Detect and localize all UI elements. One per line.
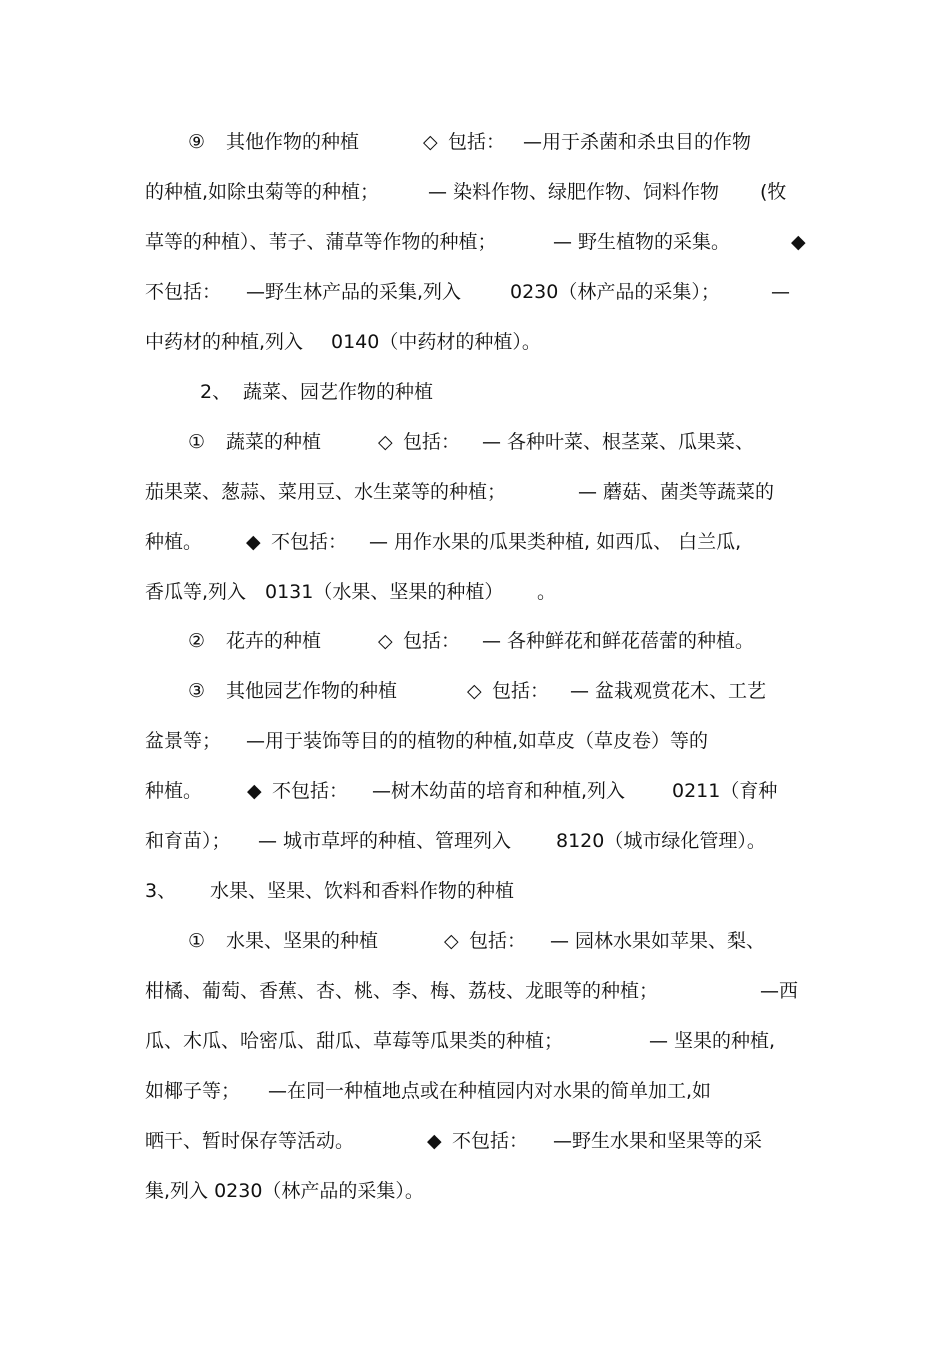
text-segment: 草等的种植）、苇子、蒲草等作物的种植；	[145, 231, 497, 253]
text-segment: —	[771, 281, 790, 303]
text-line-13	[0, 726, 950, 756]
hollow-diamond-icon: ◇	[378, 630, 393, 652]
circled-number-1: ①	[188, 930, 206, 952]
includes-label: 包括：	[403, 630, 461, 652]
text-segment: — 染料作物、绿肥作物、饲料作物	[428, 181, 720, 203]
text-segment: — 坚果的种植,	[649, 1030, 776, 1052]
item-title: 水果、坚果的种植	[226, 930, 379, 952]
code-reference: 0131（水果、坚果的种植）	[265, 581, 504, 603]
section-number: 2、	[200, 381, 232, 403]
text-line-17	[0, 926, 950, 956]
text-segment: 如椰子等；	[145, 1080, 241, 1102]
item-title: 花卉的种植	[226, 630, 322, 652]
filled-diamond-icon: ◆	[427, 1130, 442, 1152]
text-segment: 瓜、木瓜、哈密瓜、甜瓜、草莓等瓜果类的种植；	[145, 1030, 564, 1052]
text-segment: — 园林水果如苹果、梨、	[550, 930, 766, 952]
excludes-label: 不包括：	[145, 281, 222, 303]
text-segment: (牧	[760, 181, 787, 203]
text-segment: 和育苗）；	[145, 830, 231, 852]
circled-number-1: ①	[188, 431, 206, 453]
text-segment: —用于杀菌和杀虫目的作物	[523, 131, 752, 153]
hollow-diamond-icon: ◇	[467, 680, 482, 702]
includes-label: 包括：	[403, 431, 461, 453]
text-segment: — 城市草坪的种植、管理列入	[258, 830, 512, 852]
text-line-18	[0, 976, 950, 1006]
text-segment: — 各种叶菜、根茎菜、瓜果菜、	[482, 431, 755, 453]
includes-label: 包括：	[492, 680, 550, 702]
text-segment: 柑橘、葡萄、香蕉、杏、桃、李、梅、荔枝、龙眼等的种植；	[145, 980, 659, 1002]
text-segment: 香瓜等,列入	[145, 581, 247, 603]
text-line-12	[0, 676, 950, 706]
text-segment: 种植。	[145, 531, 203, 553]
text-segment: —野生水果和坚果等的采	[553, 1130, 763, 1152]
excludes-label: 不包括：	[272, 780, 349, 802]
text-line-7	[0, 427, 950, 457]
text-line-1	[0, 127, 950, 157]
code-reference: 0230（林产品的采集）；	[510, 281, 720, 303]
section-title: 蔬菜、园艺作物的种植	[243, 381, 434, 403]
filled-diamond-icon: ◆	[247, 780, 262, 802]
text-segment: 中药材的种植,列入	[145, 331, 304, 353]
text-segment: 集,列入 0230（林产品的采集）。	[145, 1180, 424, 1202]
text-line-21	[0, 1126, 950, 1156]
item-title: 其他园艺作物的种植	[226, 680, 398, 702]
circled-number-9: ⑨	[188, 131, 206, 153]
section-heading-3	[0, 876, 950, 906]
code-reference: 0211（育种	[672, 780, 778, 802]
section-title: 水果、坚果、饮料和香料作物的种植	[210, 880, 515, 902]
text-segment: 种植。	[145, 780, 203, 802]
text-segment: — 用作水果的瓜果类种植, 如西瓜、 白兰瓜,	[369, 531, 742, 553]
text-line-9	[0, 527, 950, 557]
text-line-5	[0, 327, 950, 357]
hollow-diamond-icon: ◇	[378, 431, 393, 453]
excludes-label: 不包括：	[452, 1130, 529, 1152]
text-segment: 盆景等；	[145, 730, 222, 752]
text-segment: 。	[537, 581, 557, 603]
filled-diamond-icon: ◆	[791, 231, 806, 253]
section-heading-2	[0, 377, 950, 407]
section-number: 3、	[145, 880, 177, 902]
text-line-22	[0, 1176, 950, 1206]
text-line-14	[0, 776, 950, 806]
text-line-2	[0, 177, 950, 207]
text-segment: 晒干、暂时保存等活动。	[145, 1130, 355, 1152]
circled-number-2: ②	[188, 630, 206, 652]
text-segment: —用于装饰等目的的植物的种植,如草皮（草皮卷）等的	[246, 730, 709, 752]
text-line-3	[0, 227, 950, 257]
text-line-19	[0, 1026, 950, 1056]
text-segment: — 野生植物的采集。	[553, 231, 731, 253]
text-line-8	[0, 477, 950, 507]
code-reference: 0140（中药材的种植）。	[331, 331, 541, 353]
text-line-11	[0, 626, 950, 656]
text-segment: —树木幼苗的培育和种植,列入	[372, 780, 626, 802]
text-segment: —西	[760, 980, 799, 1002]
filled-diamond-icon: ◆	[246, 531, 261, 553]
text-segment: 的种植,如除虫菊等的种植；	[145, 181, 380, 203]
code-reference: 8120（城市绿化管理）。	[556, 830, 766, 852]
text-segment: — 各种鲜花和鲜花蓓蕾的种植。	[482, 630, 755, 652]
circled-number-3: ③	[188, 680, 206, 702]
text-segment: —在同一种植地点或在种植园内对水果的简单加工,如	[268, 1080, 712, 1102]
includes-label: 包括：	[469, 930, 527, 952]
hollow-diamond-icon: ◇	[444, 930, 459, 952]
text-segment: 茄果菜、葱蒜、菜用豆、水生菜等的种植；	[145, 481, 507, 503]
text-segment: — 盆栽观赏花木、工艺	[570, 680, 767, 702]
text-line-4	[0, 277, 950, 307]
item-title: 其他作物的种植	[226, 131, 360, 153]
hollow-diamond-icon: ◇	[423, 131, 438, 153]
excludes-label: 不包括：	[271, 531, 348, 553]
text-line-20	[0, 1076, 950, 1106]
item-title: 蔬菜的种植	[226, 431, 322, 453]
text-line-10	[0, 577, 950, 607]
includes-label: 包括：	[448, 131, 506, 153]
text-segment: —野生林产品的采集,列入	[246, 281, 462, 303]
text-line-15	[0, 826, 950, 856]
text-segment: — 蘑菇、菌类等蔬菜的	[578, 481, 775, 503]
